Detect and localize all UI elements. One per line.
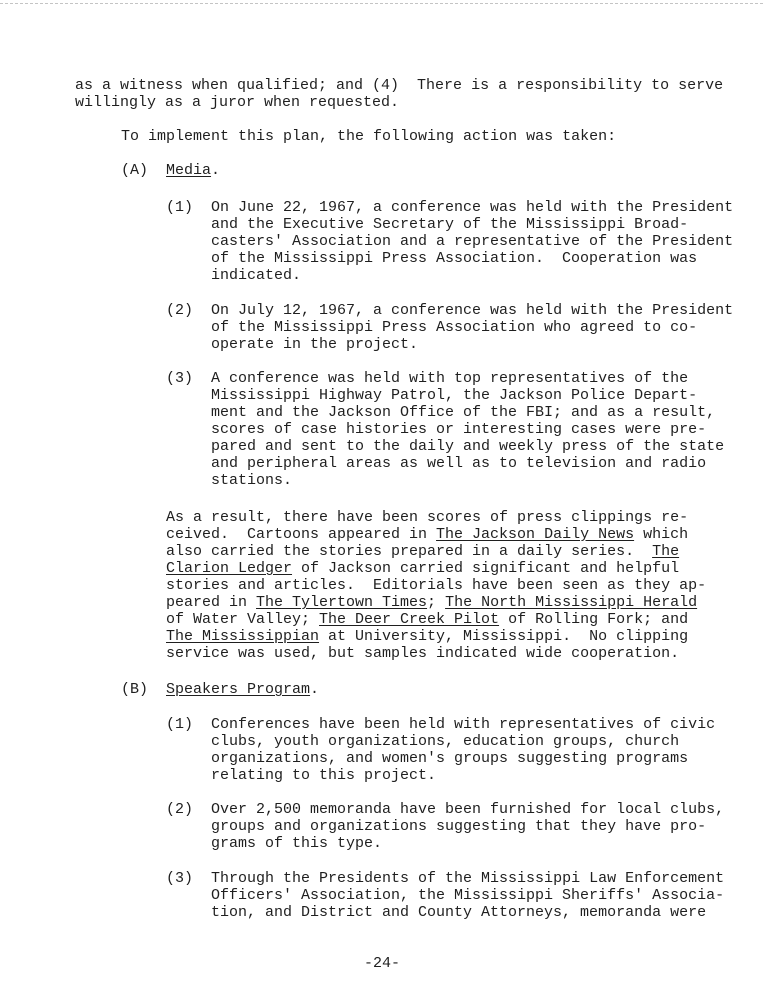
text-line — [166, 577, 706, 594]
text-run: relating to this project. — [211, 767, 437, 784]
underlined-title: The Deer Creek Pilot — [319, 611, 500, 628]
text-line — [211, 267, 301, 284]
text-run: of Rolling Fork; and — [499, 611, 689, 628]
text-line — [211, 216, 688, 233]
text-line — [166, 611, 688, 628]
text-run: groups and organizations suggesting that they have pro- — [211, 818, 707, 835]
page-top-edge — [0, 3, 763, 4]
text-run: (1) Conferences have been held with representatives of civic — [166, 716, 716, 733]
text-line — [166, 560, 679, 577]
underlined-title: Clarion Ledger — [166, 560, 293, 577]
text-run: (2) Over 2,500 memoranda have been furnished for local clubs, — [166, 801, 725, 818]
text-run: ; — [427, 594, 446, 611]
underlined-title: Speakers Program — [166, 681, 311, 698]
text-line — [166, 628, 688, 645]
text-run: grams of this type. — [211, 835, 383, 852]
text-run: (1) On June 22, 1967, a conference was held with the President — [166, 199, 734, 216]
text-run: operate in the project. — [211, 336, 419, 353]
text-line — [211, 767, 436, 784]
text-run: as a witness when qualified; and (4) There is a responsibility to serve — [75, 77, 724, 94]
text-run: of the Mississippi Press Association. Cooperation was — [211, 250, 698, 267]
text-line — [211, 336, 418, 353]
text-run: (3) Through the Presidents of the Mississippi Law Enforcement — [166, 870, 725, 887]
text-run: which — [634, 526, 689, 543]
text-line — [75, 77, 723, 94]
text-run: indicated. — [211, 267, 302, 284]
text-run: stories and articles. Editorials have been seen as they ap- — [166, 577, 707, 594]
text-run: and peripheral areas as well as to television and radio — [211, 455, 707, 472]
text-run: of Water Valley; — [166, 611, 320, 628]
text-run: organizations, and women's groups suggesting programs — [211, 750, 689, 767]
page-number: -24- — [364, 955, 401, 972]
text-line — [211, 455, 706, 472]
text-run: service was used, but samples indicated wide cooperation. — [166, 645, 680, 662]
text-line — [166, 645, 679, 662]
text-line — [211, 319, 697, 336]
underlined-title: The Tylertown Times — [256, 594, 428, 611]
text-run: of Jackson carried significant and helpful — [292, 560, 680, 577]
text-line — [121, 128, 616, 145]
text-run: also carried the stories prepared in a daily series. — [166, 543, 653, 560]
text-run: (B) — [121, 681, 167, 698]
text-line — [211, 387, 697, 404]
text-line — [166, 370, 688, 387]
text-line — [166, 716, 715, 733]
text-run: willingly as a juror when requested. — [75, 94, 400, 111]
text-run: ceived. Cartoons appeared in — [166, 526, 437, 543]
text-line — [166, 543, 679, 560]
text-run: Mississippi Highway Patrol, the Jackson Police Depart- — [211, 387, 698, 404]
text-line — [211, 818, 706, 835]
text-run: Officers' Association, the Mississippi Sheriffs' Associa- — [211, 887, 725, 904]
text-run: ment and the Jackson Office of the FBI; and as a result, — [211, 404, 716, 421]
text-line — [211, 404, 715, 421]
text-run: peared in — [166, 594, 257, 611]
text-run: (2) On July 12, 1967, a conference was held with the President — [166, 302, 734, 319]
text-run: pared and sent to the daily and weekly press of the state — [211, 438, 725, 455]
text-run: scores of case histories or interesting cases were pre- — [211, 421, 707, 438]
text-line — [211, 233, 733, 250]
text-run: . — [310, 681, 320, 698]
text-run: As a result, there have been scores of press clippings re- — [166, 509, 689, 526]
underlined-title: Media — [166, 162, 212, 179]
text-run: casters' Association and a representative of the President — [211, 233, 734, 250]
text-line — [166, 594, 697, 611]
text-line — [166, 509, 688, 526]
text-run: To implement this plan, the following action was taken: — [121, 128, 617, 145]
text-run: . — [211, 162, 221, 179]
text-line — [211, 887, 724, 904]
text-run: (A) — [121, 162, 167, 179]
text-line — [211, 421, 706, 438]
text-line — [166, 199, 733, 216]
text-run: clubs, youth organizations, education groups, church — [211, 733, 680, 750]
text-line — [121, 681, 319, 698]
text-run: (3) A conference was held with top representatives of the — [166, 370, 689, 387]
underlined-title: The Mississippian — [166, 628, 320, 645]
text-line — [166, 526, 688, 543]
text-line — [211, 472, 292, 489]
underlined-title: The Jackson Daily News — [436, 526, 635, 543]
text-line — [211, 250, 697, 267]
text-run: at University, Mississippi. No clipping — [319, 628, 689, 645]
text-line — [211, 733, 679, 750]
text-run: stations. — [211, 472, 293, 489]
text-line — [166, 801, 724, 818]
text-line — [75, 94, 399, 111]
text-line — [211, 750, 688, 767]
text-run: tion, and District and County Attorneys, memoranda were — [211, 904, 707, 921]
text-line — [211, 904, 706, 921]
text-line — [166, 870, 724, 887]
text-line — [211, 835, 382, 852]
text-run: and the Executive Secretary of the Mississippi Broad- — [211, 216, 689, 233]
underlined-title: The — [652, 543, 680, 560]
text-line — [121, 162, 220, 179]
text-line — [211, 438, 724, 455]
underlined-title: The North Mississippi Herald — [445, 594, 698, 611]
text-run: of the Mississippi Press Association who agreed to co- — [211, 319, 698, 336]
text-line — [166, 302, 733, 319]
